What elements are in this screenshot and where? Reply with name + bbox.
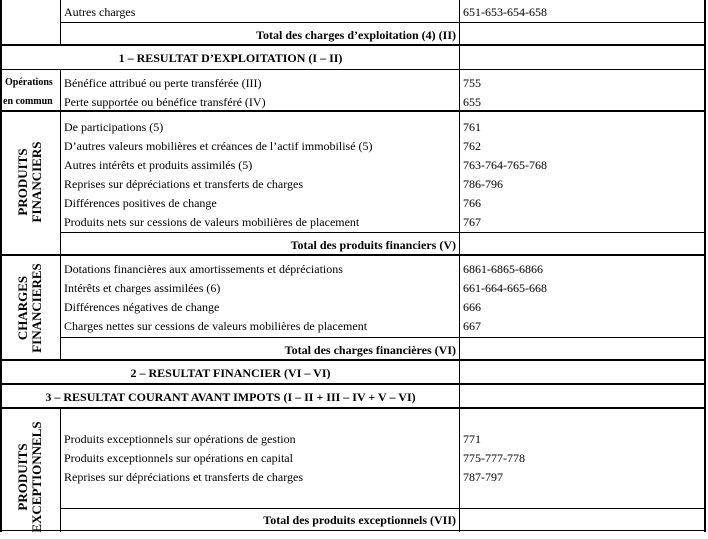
row-label: Autres charges — [64, 5, 136, 19]
row-label: Reprises sur dépréciations et transferts de charges — [64, 177, 304, 191]
operations-label: Opérations — [5, 77, 53, 88]
table-border-right — [704, 0, 706, 532]
row-divider — [0, 69, 706, 70]
total-exploitation-label: Total des charges d’exploitation (4) (II) — [256, 28, 456, 42]
section-label-line: CHARGES — [15, 275, 30, 341]
resultat-financier-heading: 2 – RESULTAT FINANCIER (VI – VI) — [130, 366, 331, 380]
row-label: Autres intérêts et produits assimilés (5) — [64, 158, 253, 172]
row-code: 763-764-765-768 — [463, 158, 547, 172]
section-label-line: PRODUITS — [15, 443, 30, 511]
code-column-divider — [459, 256, 460, 360]
row-label: De participations (5) — [64, 120, 164, 134]
row-label: Bénéfice attribué ou perte transférée (III) — [64, 76, 262, 90]
row-code: 766 — [463, 196, 481, 210]
total-produits-exceptionnels-label: Total des produits exceptionnels (VII) — [263, 513, 456, 527]
section-divider — [0, 110, 706, 112]
row-label: Charges nettes sur cessions de valeurs mobilières de placement — [64, 319, 368, 333]
row-code: 666 — [463, 300, 481, 314]
row-divider — [60, 508, 704, 509]
section-label-line: FINANCIERS — [29, 141, 44, 223]
section-divider — [0, 359, 706, 361]
row-label: Reprises sur dépréciations et transferts de charges — [64, 470, 304, 484]
section-divider — [0, 44, 706, 46]
code-column-divider — [459, 360, 460, 384]
row-code: 667 — [463, 319, 481, 333]
code-column-divider — [459, 384, 460, 408]
produits-exceptionnels-section-label — [16, 415, 44, 539]
row-label: Produits exceptionnels sur opérations de gestion — [64, 432, 296, 446]
row-code: 762 — [463, 139, 481, 153]
row-divider — [60, 337, 704, 338]
row-divider — [60, 22, 704, 23]
row-code: 655 — [463, 95, 481, 109]
table-border-left — [0, 0, 2, 532]
column-divider — [60, 408, 61, 532]
column-divider — [60, 70, 61, 110]
section-divider — [0, 383, 706, 385]
resultat-courant-heading: 3 – RESULTAT COURANT AVANT IMPOTS (I – II + III – IV + V – VI) — [45, 390, 416, 404]
resultat-exploitation-heading: 1 – RESULTAT D’EXPLOITATION (I – II) — [118, 51, 343, 65]
code-column-divider — [459, 70, 460, 110]
row-code: 651-653-654-658 — [463, 5, 547, 19]
section-label-line: FINANCIERES — [29, 263, 44, 353]
code-column-divider — [459, 45, 460, 70]
row-code: 761 — [463, 120, 481, 134]
row-label: Différences positives de change — [64, 196, 217, 210]
row-code: 771 — [463, 432, 481, 446]
row-label: Produits nets sur cessions de valeurs mobilières de placement — [64, 215, 360, 229]
row-label: D’autres valeurs mobilières et créances de l’actif immobilisé (5) — [64, 139, 373, 153]
row-code: 775-777-778 — [463, 451, 525, 465]
column-divider — [60, 256, 61, 360]
row-divider — [60, 232, 704, 233]
produits-financiers-section-label — [16, 137, 44, 227]
row-divider — [0, 530, 706, 531]
row-code: 661-664-665-668 — [463, 281, 547, 295]
total-produits-financiers-label: Total des produits financiers (V) — [290, 238, 456, 252]
row-label: Intérêts et charges assimilées (6) — [64, 281, 221, 295]
row-code: 787-797 — [463, 470, 503, 484]
row-code: 6861-6865-6866 — [463, 262, 543, 276]
row-code: 767 — [463, 215, 481, 229]
row-label: Différences négatives de change — [64, 300, 220, 314]
row-label: Perte supportée ou bénéfice transféré (IV) — [64, 95, 266, 109]
section-label-line: PRODUITS — [15, 148, 30, 216]
total-charges-financieres-label: Total des charges financières (VI) — [284, 343, 456, 357]
row-label: Produits exceptionnels sur opérations en capital — [64, 451, 293, 465]
row-code: 786-796 — [463, 177, 503, 191]
section-label-line: EXCEPTIONNELS — [29, 421, 44, 533]
operations-label: en commun — [3, 96, 53, 107]
code-column-divider — [459, 408, 460, 532]
charges-financieres-section-label — [16, 260, 44, 356]
section-divider — [0, 254, 706, 256]
section-divider — [0, 407, 706, 409]
row-label: Dotations financières aux amortissements et dépréciations — [64, 262, 343, 276]
row-code: 755 — [463, 76, 481, 90]
